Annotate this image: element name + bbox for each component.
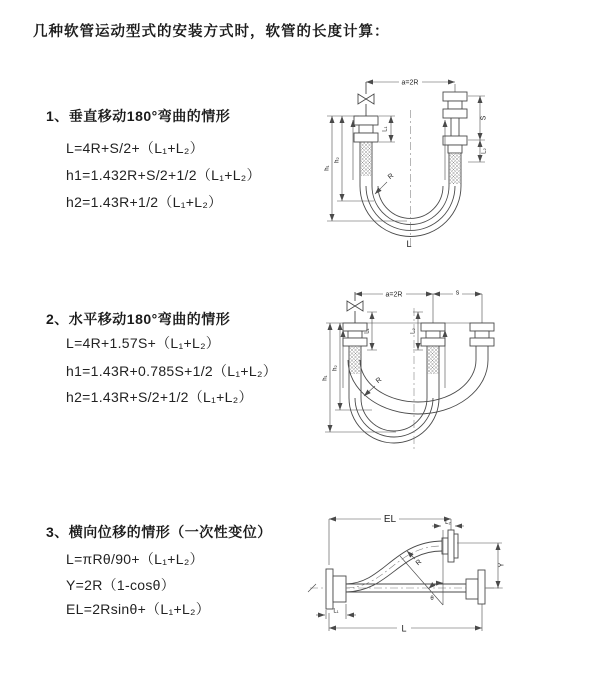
dim-h1: h₁	[322, 375, 329, 381]
dim-s: S	[480, 115, 488, 121]
valve-icon	[347, 292, 363, 323]
dim-l1: L₁	[382, 126, 389, 132]
diagram-horizontal-180-bend	[310, 280, 590, 460]
upper-flange	[442, 530, 458, 562]
middle-pipe-fitting	[421, 323, 445, 398]
dim-r: R	[374, 376, 384, 386]
section-3-formula-Y: Y=2R（1-cosθ）	[66, 577, 176, 593]
dim-r: R	[386, 172, 396, 182]
valve-icon	[358, 82, 374, 116]
dim-stroke-s: s	[455, 289, 460, 297]
right-pipe-fitting	[443, 84, 467, 186]
left-pipe-fitting	[354, 116, 378, 186]
section-2-formula-h1: h1=1.43R+0.785S+1/2（L₁+L₂）	[66, 363, 277, 379]
diagram-lateral-displacement	[298, 505, 593, 645]
right-pipe-fitting	[470, 323, 494, 360]
dim-l: L	[401, 623, 407, 634]
dim-h2: h₂	[332, 365, 339, 371]
dim-y: Y	[498, 562, 506, 568]
section-2-formula-h2: h2=1.43R+S/2+1/2（L₁+L₂）	[66, 389, 253, 405]
section-3-formula-L: L=πRθ/90+（L₁+L₂）	[66, 551, 204, 567]
dim-l2: L₂	[481, 148, 488, 154]
right-flange	[466, 570, 485, 604]
dim-h1: h₁	[324, 165, 331, 171]
section-3-formula-EL: EL=2Rsinθ+（L₁+L₂）	[66, 601, 211, 617]
dimensions	[325, 78, 488, 250]
page-title: 几种软管运动型式的安装方式时，软管的长度计算：	[33, 24, 390, 40]
dim-r: R	[414, 558, 424, 568]
dim-l2: L₂	[410, 328, 417, 334]
dim-theta: θ	[430, 596, 434, 602]
dim-l2: L₂	[445, 520, 451, 526]
section-3-heading: 3、横向位移的情形（一次性变位）	[46, 524, 272, 540]
dim-l: L	[406, 239, 412, 249]
left-pipe-fitting	[343, 323, 367, 398]
dim-a-2r: a=2R	[401, 79, 419, 87]
dim-a-2r: a=2R	[385, 291, 403, 299]
section-1-formula-h1: h1=1.432R+S/2+1/2（L₁+L₂）	[66, 167, 261, 183]
diagram-vertical-180-bend	[310, 68, 590, 260]
left-flange	[326, 569, 346, 609]
section-2-heading: 2、水平移动180°弯曲的情形	[46, 311, 231, 327]
hose-u-bends	[348, 360, 488, 443]
dim-l1: L₁	[364, 328, 371, 334]
dim-h2: h₂	[334, 157, 341, 163]
section-1-formula-h2: h2=1.43R+1/2（L₁+L₂）	[66, 194, 223, 210]
section-1-heading: 1、垂直移动180°弯曲的情形	[46, 108, 231, 124]
section-1-formula-L: L=4R+S/2+（L₁+L₂）	[66, 140, 204, 156]
dim-l1: L₁	[333, 608, 339, 615]
dimensions	[323, 288, 483, 432]
section-2-formula-L: L=4R+1.57S+（L₁+L₂）	[66, 335, 221, 351]
dim-el: EL	[383, 514, 397, 525]
dimensions	[316, 513, 506, 634]
